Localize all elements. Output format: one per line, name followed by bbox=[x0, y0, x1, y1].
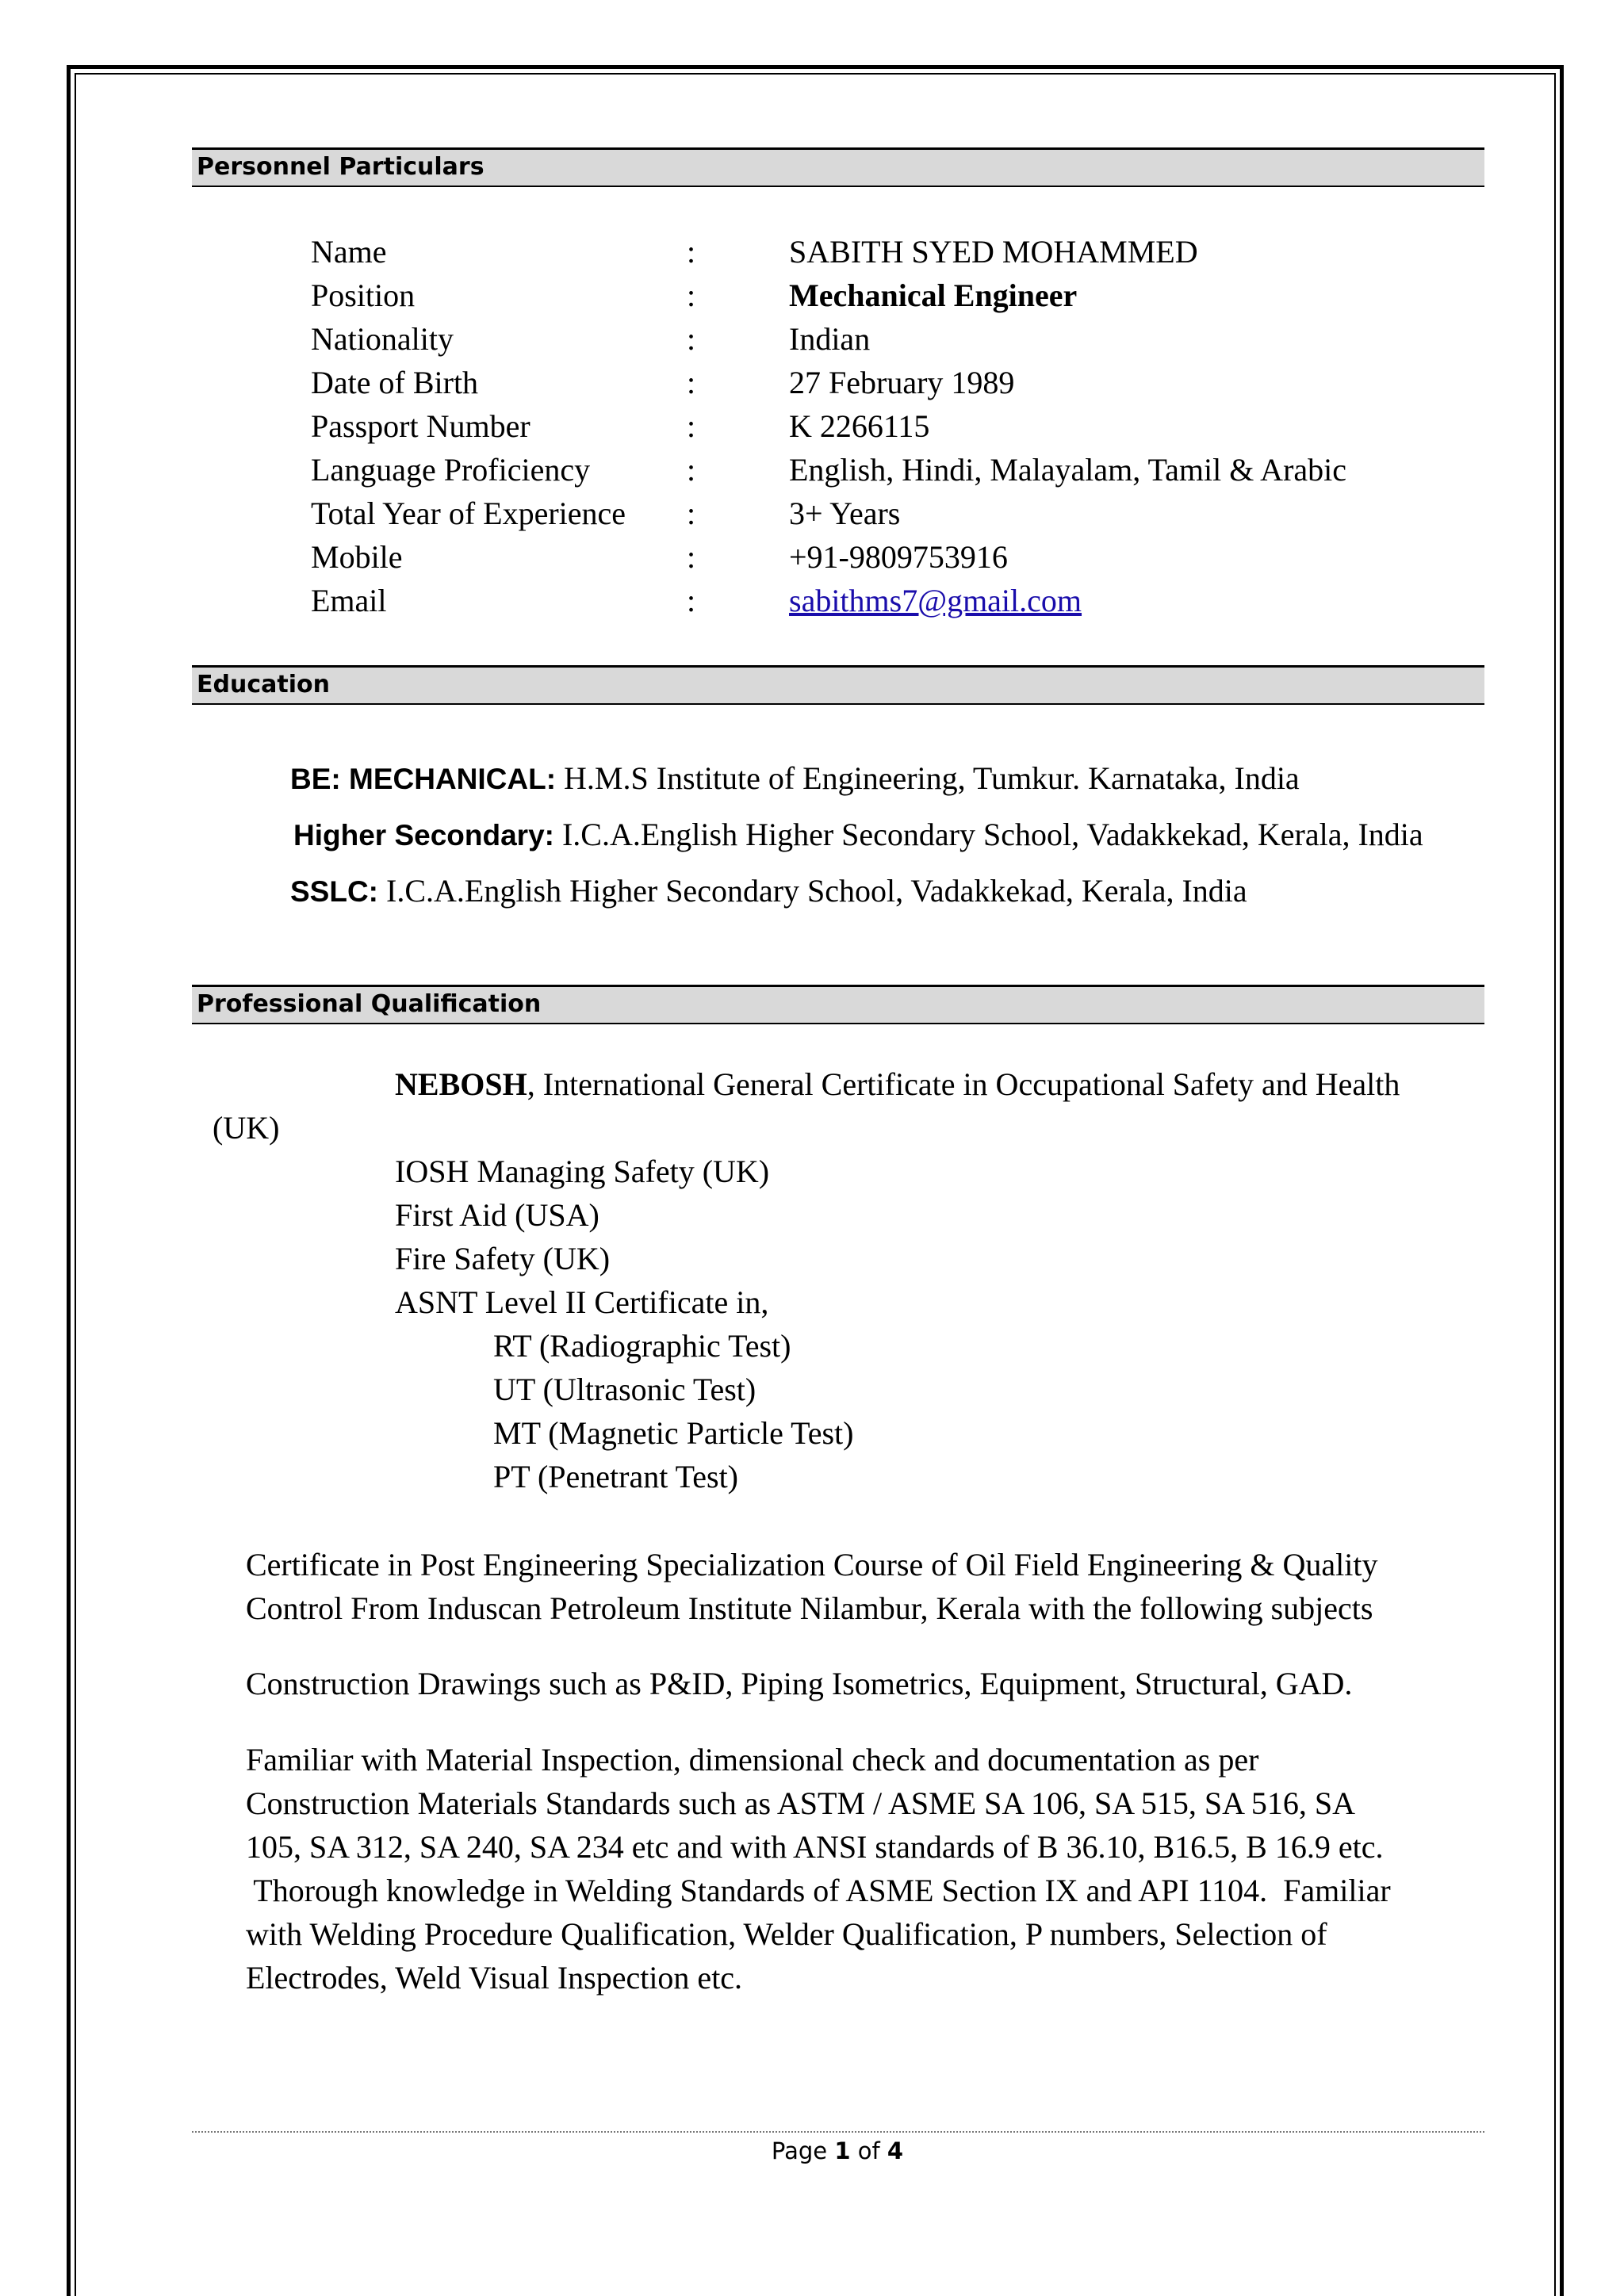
personnel-label: Date of Birth bbox=[311, 365, 479, 400]
education-institution: I.C.A.English Higher Secondary School, Vadakkekad, Kerala, India bbox=[386, 873, 1247, 909]
personnel-value-dob: 27 February 1989 bbox=[789, 365, 1015, 400]
education-degree: SSLC: bbox=[290, 875, 378, 908]
section-header-professional: Professional Qualification bbox=[192, 985, 1484, 1024]
inspection-line: with Welding Procedure Qualification, Welder Qualification, P numbers, Selection of bbox=[246, 1916, 1327, 1952]
drawings-line: Construction Drawings such as P&ID, Piping Isometrics, Equipment, Structural, GAD. bbox=[246, 1666, 1353, 1701]
personnel-value-nationality: Indian bbox=[789, 321, 871, 357]
specialization-line: Control From Induscan Petroleum Institute Nilambur, Kerala with the following subjects bbox=[246, 1590, 1373, 1626]
personnel-separator: : bbox=[687, 234, 696, 270]
page-current: 1 bbox=[834, 2137, 851, 2164]
personnel-separator: : bbox=[687, 539, 696, 575]
personnel-value-languages: English, Hindi, Malayalam, Tamil & Arabic bbox=[789, 452, 1347, 488]
personnel-value-mobile: +91-9809753916 bbox=[789, 539, 1008, 575]
cert-item: Fire Safety (UK) bbox=[395, 1241, 611, 1276]
inspection-line: 105, SA 312, SA 240, SA 234 etc and with ANSI standards of B 36.10, B16.5, B 16.9 etc. bbox=[246, 1829, 1384, 1865]
personnel-separator: : bbox=[687, 452, 696, 488]
inspection-line: Electrodes, Weld Visual Inspection etc. bbox=[246, 1960, 743, 1996]
personnel-value-experience: 3+ Years bbox=[789, 496, 901, 531]
personnel-separator: : bbox=[687, 365, 696, 400]
asnt-item: MT (Magnetic Particle Test) bbox=[493, 1415, 854, 1451]
education-institution: H.M.S Institute of Engineering, Tumkur. Karnataka, India bbox=[564, 760, 1300, 796]
nebosh-description: , International General Certificate in Occupational Safety and Health bbox=[527, 1066, 1400, 1102]
personnel-label: Name bbox=[311, 234, 387, 270]
nebosh-title: NEBOSH bbox=[395, 1066, 527, 1102]
footer-rule bbox=[192, 2131, 1484, 2133]
asnt-item: PT (Penetrant Test) bbox=[493, 1459, 739, 1494]
personnel-separator: : bbox=[687, 321, 696, 357]
education-entry bbox=[290, 760, 1300, 798]
personnel-value-passport: K 2266115 bbox=[789, 408, 930, 444]
education-institution: I.C.A.English Higher Secondary School, Vadakkekad, Kerala, India bbox=[561, 817, 1423, 852]
email-link[interactable]: sabithms7@gmail.com bbox=[789, 583, 1082, 618]
personnel-label: Language Proficiency bbox=[311, 452, 591, 488]
personnel-separator: : bbox=[687, 277, 696, 313]
section-header-education: Education bbox=[192, 665, 1484, 705]
inspection-line: Familiar with Material Inspection, dimensional check and documentation as per bbox=[246, 1742, 1259, 1777]
specialization-line: Certificate in Post Engineering Specialization Course of Oil Field Engineering & Quality bbox=[246, 1547, 1378, 1582]
cert-item: IOSH Managing Safety (UK) bbox=[395, 1154, 770, 1189]
education-degree: Higher Secondary: bbox=[293, 819, 554, 851]
personnel-separator: : bbox=[687, 496, 696, 531]
personnel-separator: : bbox=[687, 583, 696, 618]
asnt-item: UT (Ultrasonic Test) bbox=[493, 1372, 756, 1407]
asnt-item: RT (Radiographic Test) bbox=[493, 1328, 791, 1364]
personnel-separator: : bbox=[687, 408, 696, 444]
personnel-label: Total Year of Experience bbox=[311, 496, 626, 531]
cert-item: First Aid (USA) bbox=[395, 1197, 599, 1233]
cert-item: ASNT Level II Certificate in, bbox=[395, 1284, 769, 1320]
personnel-label: Position bbox=[311, 277, 416, 313]
personnel-value-position: Mechanical Engineer bbox=[789, 277, 1078, 313]
nebosh-line bbox=[395, 1062, 1400, 1106]
personnel-label: Mobile bbox=[311, 539, 403, 575]
personnel-label: Passport Number bbox=[311, 408, 530, 444]
nebosh-wrap: (UK) bbox=[213, 1110, 280, 1146]
education-degree: BE: MECHANICAL: bbox=[290, 763, 557, 795]
page-number bbox=[0, 2134, 1624, 2168]
page-total: 4 bbox=[887, 2137, 904, 2164]
section-header-personnel: Personnel Particulars bbox=[192, 147, 1484, 187]
inspection-line: Thorough knowledge in Welding Standards of ASME Section IX and API 1104. Familiar bbox=[246, 1873, 1391, 1908]
page-word: Page bbox=[771, 2137, 828, 2164]
personnel-value-name: SABITH SYED MOHAMMED bbox=[789, 234, 1198, 270]
page-of-word: of bbox=[857, 2137, 880, 2164]
education-entry bbox=[293, 816, 1423, 855]
personnel-label: Email bbox=[311, 583, 387, 618]
education-entry bbox=[290, 872, 1247, 911]
inspection-line: Construction Materials Standards such as ASTM / ASME SA 106, SA 515, SA 516, SA bbox=[246, 1785, 1355, 1821]
personnel-label: Nationality bbox=[311, 321, 454, 357]
